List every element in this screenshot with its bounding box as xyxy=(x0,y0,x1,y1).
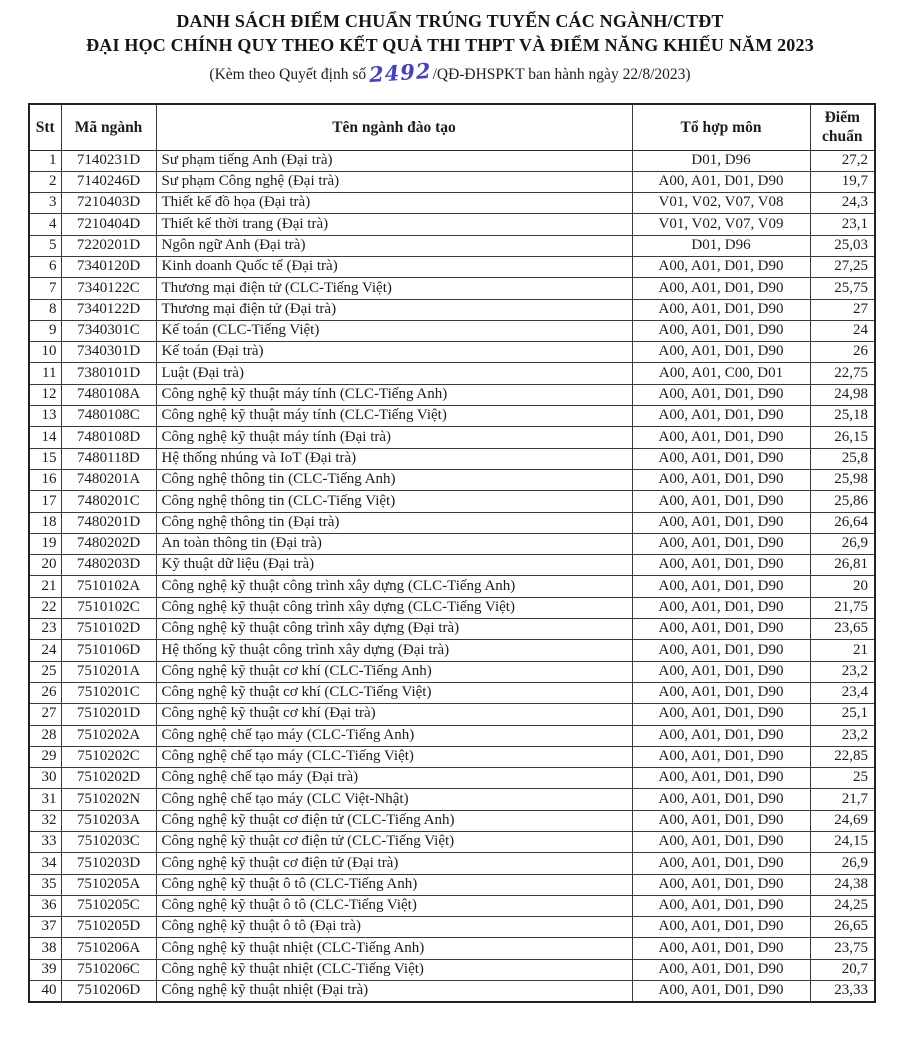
table-row xyxy=(29,789,875,810)
cell-stt: 21 xyxy=(29,576,61,597)
cell-score: 26 xyxy=(810,342,875,363)
cell-score: 25,1 xyxy=(810,704,875,725)
cell-code: 7480108C xyxy=(61,406,156,427)
cell-stt: 33 xyxy=(29,832,61,853)
cell-name: Sư phạm tiếng Anh (Đại trà) xyxy=(156,150,632,171)
cell-stt: 24 xyxy=(29,640,61,661)
cell-name: Luật (Đại trà) xyxy=(156,363,632,384)
cell-score: 24 xyxy=(810,320,875,341)
cell-stt: 11 xyxy=(29,363,61,384)
table-row xyxy=(29,746,875,767)
cell-score: 27,25 xyxy=(810,256,875,277)
cell-code: 7480201A xyxy=(61,469,156,490)
cell-name: Công nghệ kỹ thuật máy tính (CLC-Tiếng Việt) xyxy=(156,406,632,427)
cell-score: 23,4 xyxy=(810,682,875,703)
document-header xyxy=(0,0,900,88)
cell-subjects: V01, V02, V07, V09 xyxy=(632,214,810,235)
cell-code: 7510201C xyxy=(61,682,156,703)
cell-stt: 9 xyxy=(29,320,61,341)
cell-score: 22,75 xyxy=(810,363,875,384)
cell-stt: 31 xyxy=(29,789,61,810)
column-header-stt: Stt xyxy=(29,104,61,150)
cell-subjects: A00, A01, D01, D90 xyxy=(632,661,810,682)
table-row xyxy=(29,768,875,789)
cell-stt: 1 xyxy=(29,150,61,171)
cell-name: Thiết kế thời trang (Đại trà) xyxy=(156,214,632,235)
cell-name: Công nghệ kỹ thuật cơ điện tử (CLC-Tiếng Việt) xyxy=(156,832,632,853)
cell-score: 26,9 xyxy=(810,533,875,554)
cell-subjects: A00, A01, D01, D90 xyxy=(632,342,810,363)
cell-score: 24,98 xyxy=(810,384,875,405)
cell-name: Công nghệ chế tạo máy (CLC-Tiếng Anh) xyxy=(156,725,632,746)
admission-scores-table xyxy=(28,103,876,1003)
table-row xyxy=(29,278,875,299)
cell-stt: 34 xyxy=(29,853,61,874)
table-row xyxy=(29,725,875,746)
cell-name: Công nghệ kỹ thuật cơ điện tử (Đại trà) xyxy=(156,853,632,874)
cell-code: 7480108D xyxy=(61,427,156,448)
cell-score: 25,75 xyxy=(810,278,875,299)
cell-code: 7510205D xyxy=(61,917,156,938)
table-row xyxy=(29,384,875,405)
cell-score: 24,15 xyxy=(810,832,875,853)
table-row xyxy=(29,171,875,192)
table-row xyxy=(29,704,875,725)
cell-code: 7510202D xyxy=(61,768,156,789)
cell-code: 7140231D xyxy=(61,150,156,171)
table-row xyxy=(29,469,875,490)
cell-name: Hệ thống kỹ thuật công trình xây dựng (Đại trà) xyxy=(156,640,632,661)
cell-stt: 27 xyxy=(29,704,61,725)
cell-subjects: A00, A01, D01, D90 xyxy=(632,406,810,427)
cell-score: 25,18 xyxy=(810,406,875,427)
cell-name: Thiết kế đồ họa (Đại trà) xyxy=(156,193,632,214)
cell-code: 7510203C xyxy=(61,832,156,853)
cell-code: 7510102D xyxy=(61,619,156,640)
table-row xyxy=(29,150,875,171)
cell-code: 7480201D xyxy=(61,512,156,533)
cell-subjects: A00, A01, D01, D90 xyxy=(632,619,810,640)
cell-name: Công nghệ chế tạo máy (Đại trà) xyxy=(156,768,632,789)
column-header-score: Điểm chuẩn xyxy=(810,104,875,150)
table-row xyxy=(29,491,875,512)
cell-name: Sư phạm Công nghệ (Đại trà) xyxy=(156,171,632,192)
cell-name: Công nghệ kỹ thuật ô tô (Đại trà) xyxy=(156,917,632,938)
cell-subjects: A00, A01, D01, D90 xyxy=(632,320,810,341)
cell-subjects: A00, A01, D01, D90 xyxy=(632,895,810,916)
cell-name: Kế toán (Đại trà) xyxy=(156,342,632,363)
cell-stt: 19 xyxy=(29,533,61,554)
table-row xyxy=(29,853,875,874)
table-row xyxy=(29,448,875,469)
table-row xyxy=(29,640,875,661)
table-row xyxy=(29,235,875,256)
cell-name: Kinh doanh Quốc tế (Đại trà) xyxy=(156,256,632,277)
cell-stt: 18 xyxy=(29,512,61,533)
column-header-name: Tên ngành đào tạo xyxy=(156,104,632,150)
cell-code: 7510206D xyxy=(61,981,156,1002)
cell-stt: 30 xyxy=(29,768,61,789)
table-row xyxy=(29,406,875,427)
cell-subjects: A00, A01, D01, D90 xyxy=(632,256,810,277)
table-body xyxy=(29,150,875,1002)
subtitle-suffix: /QĐ-ĐHSPKT ban hành ngày 22/8/2023) xyxy=(432,66,691,83)
table-row xyxy=(29,533,875,554)
cell-score: 21,7 xyxy=(810,789,875,810)
cell-code: 7510205C xyxy=(61,895,156,916)
cell-subjects: A00, A01, D01, D90 xyxy=(632,874,810,895)
cell-score: 21 xyxy=(810,640,875,661)
cell-code: 7480201C xyxy=(61,491,156,512)
cell-score: 26,64 xyxy=(810,512,875,533)
column-header-subjects: Tổ hợp môn xyxy=(632,104,810,150)
cell-subjects: A00, A01, D01, D90 xyxy=(632,959,810,980)
cell-name: Công nghệ kỹ thuật máy tính (CLC-Tiếng Anh) xyxy=(156,384,632,405)
cell-stt: 25 xyxy=(29,661,61,682)
cell-subjects: A00, A01, D01, D90 xyxy=(632,469,810,490)
cell-name: Công nghệ kỹ thuật nhiệt (CLC-Tiếng Anh) xyxy=(156,938,632,959)
cell-subjects: A00, A01, D01, D90 xyxy=(632,746,810,767)
cell-subjects: A00, A01, D01, D90 xyxy=(632,938,810,959)
cell-score: 23,65 xyxy=(810,619,875,640)
cell-code: 7510201A xyxy=(61,661,156,682)
cell-name: Công nghệ kỹ thuật cơ khí (Đại trà) xyxy=(156,704,632,725)
cell-code: 7210403D xyxy=(61,193,156,214)
cell-name: Công nghệ thông tin (Đại trà) xyxy=(156,512,632,533)
cell-name: Công nghệ kỹ thuật công trình xây dựng (Đại trà) xyxy=(156,619,632,640)
cell-stt: 26 xyxy=(29,682,61,703)
cell-stt: 5 xyxy=(29,235,61,256)
cell-stt: 2 xyxy=(29,171,61,192)
cell-score: 24,69 xyxy=(810,810,875,831)
cell-stt: 12 xyxy=(29,384,61,405)
table-row xyxy=(29,597,875,618)
cell-subjects: V01, V02, V07, V08 xyxy=(632,193,810,214)
cell-score: 26,65 xyxy=(810,917,875,938)
cell-name: Kế toán (CLC-Tiếng Việt) xyxy=(156,320,632,341)
cell-score: 26,9 xyxy=(810,853,875,874)
table-row xyxy=(29,661,875,682)
cell-stt: 20 xyxy=(29,555,61,576)
cell-code: 7510102C xyxy=(61,597,156,618)
document-title-line2: ĐẠI HỌC CHÍNH QUY THEO KẾT QUẢ THI THPT VÀ ĐIỂM NĂNG KHIẾU NĂM 2023 xyxy=(86,35,814,55)
cell-code: 7510106D xyxy=(61,640,156,661)
table-row xyxy=(29,938,875,959)
cell-score: 27 xyxy=(810,299,875,320)
cell-score: 20,7 xyxy=(810,959,875,980)
cell-code: 7480202D xyxy=(61,533,156,554)
cell-code: 7510205A xyxy=(61,874,156,895)
table-row xyxy=(29,810,875,831)
cell-subjects: A00, A01, D01, D90 xyxy=(632,299,810,320)
cell-subjects: A00, A01, D01, D90 xyxy=(632,427,810,448)
cell-subjects: A00, A01, C00, D01 xyxy=(632,363,810,384)
cell-subjects: D01, D96 xyxy=(632,235,810,256)
cell-stt: 32 xyxy=(29,810,61,831)
cell-code: 7510202A xyxy=(61,725,156,746)
cell-code: 7510203A xyxy=(61,810,156,831)
cell-stt: 15 xyxy=(29,448,61,469)
cell-stt: 10 xyxy=(29,342,61,363)
cell-subjects: D01, D96 xyxy=(632,150,810,171)
cell-score: 24,3 xyxy=(810,193,875,214)
cell-score: 21,75 xyxy=(810,597,875,618)
cell-name: Công nghệ thông tin (CLC-Tiếng Anh) xyxy=(156,469,632,490)
column-header-code: Mã ngành xyxy=(61,104,156,150)
cell-subjects: A00, A01, D01, D90 xyxy=(632,491,810,512)
cell-stt: 38 xyxy=(29,938,61,959)
cell-score: 27,2 xyxy=(810,150,875,171)
cell-stt: 28 xyxy=(29,725,61,746)
table-row xyxy=(29,342,875,363)
cell-score: 23,1 xyxy=(810,214,875,235)
cell-subjects: A00, A01, D01, D90 xyxy=(632,576,810,597)
handwritten-decision-number: 2492 xyxy=(368,57,433,88)
cell-stt: 16 xyxy=(29,469,61,490)
cell-subjects: A00, A01, D01, D90 xyxy=(632,789,810,810)
table-row xyxy=(29,363,875,384)
cell-stt: 8 xyxy=(29,299,61,320)
cell-subjects: A00, A01, D01, D90 xyxy=(632,832,810,853)
cell-score: 25,98 xyxy=(810,469,875,490)
table-row xyxy=(29,427,875,448)
cell-stt: 23 xyxy=(29,619,61,640)
cell-code: 7510102A xyxy=(61,576,156,597)
table-row xyxy=(29,619,875,640)
cell-subjects: A00, A01, D01, D90 xyxy=(632,640,810,661)
cell-stt: 6 xyxy=(29,256,61,277)
cell-code: 7510201D xyxy=(61,704,156,725)
cell-score: 19,7 xyxy=(810,171,875,192)
cell-code: 7510202C xyxy=(61,746,156,767)
table-row xyxy=(29,193,875,214)
cell-code: 7340122C xyxy=(61,278,156,299)
cell-name: Công nghệ kỹ thuật nhiệt (CLC-Tiếng Việt) xyxy=(156,959,632,980)
cell-subjects: A00, A01, D01, D90 xyxy=(632,555,810,576)
table-header xyxy=(29,104,875,150)
cell-name: Ngôn ngữ Anh (Đại trà) xyxy=(156,235,632,256)
cell-score: 25 xyxy=(810,768,875,789)
cell-stt: 22 xyxy=(29,597,61,618)
cell-score: 23,2 xyxy=(810,725,875,746)
cell-name: An toàn thông tin (Đại trà) xyxy=(156,533,632,554)
cell-code: 7340122D xyxy=(61,299,156,320)
cell-stt: 7 xyxy=(29,278,61,299)
table-row xyxy=(29,917,875,938)
cell-subjects: A00, A01, D01, D90 xyxy=(632,512,810,533)
cell-name: Thương mại điện tử (Đại trà) xyxy=(156,299,632,320)
table-row xyxy=(29,214,875,235)
table-row xyxy=(29,895,875,916)
cell-score: 25,03 xyxy=(810,235,875,256)
cell-code: 7510202N xyxy=(61,789,156,810)
table-row xyxy=(29,981,875,1002)
cell-subjects: A00, A01, D01, D90 xyxy=(632,704,810,725)
cell-name: Công nghệ kỹ thuật ô tô (CLC-Tiếng Việt) xyxy=(156,895,632,916)
cell-code: 7510206A xyxy=(61,938,156,959)
cell-name: Thương mại điện tử (CLC-Tiếng Việt) xyxy=(156,278,632,299)
cell-name: Công nghệ chế tạo máy (CLC-Tiếng Việt) xyxy=(156,746,632,767)
cell-score: 23,2 xyxy=(810,661,875,682)
cell-subjects: A00, A01, D01, D90 xyxy=(632,917,810,938)
cell-name: Công nghệ kỹ thuật công trình xây dựng (CLC-Tiếng Việt) xyxy=(156,597,632,618)
document-title-line1: DANH SÁCH ĐIỂM CHUẨN TRÚNG TUYỂN CÁC NGÀNH/CTĐT xyxy=(176,11,724,31)
cell-subjects: A00, A01, D01, D90 xyxy=(632,597,810,618)
cell-score: 24,38 xyxy=(810,874,875,895)
table-header-row xyxy=(29,104,875,150)
cell-code: 7480118D xyxy=(61,448,156,469)
cell-stt: 14 xyxy=(29,427,61,448)
cell-code: 7210404D xyxy=(61,214,156,235)
cell-code: 7480203D xyxy=(61,555,156,576)
cell-name: Hệ thống nhúng và IoT (Đại trà) xyxy=(156,448,632,469)
table-row xyxy=(29,682,875,703)
cell-stt: 36 xyxy=(29,895,61,916)
table-row xyxy=(29,512,875,533)
table-row xyxy=(29,320,875,341)
table-row xyxy=(29,832,875,853)
cell-score: 23,33 xyxy=(810,981,875,1002)
cell-name: Công nghệ thông tin (CLC-Tiếng Việt) xyxy=(156,491,632,512)
cell-subjects: A00, A01, D01, D90 xyxy=(632,981,810,1002)
cell-code: 7510206C xyxy=(61,959,156,980)
cell-stt: 3 xyxy=(29,193,61,214)
cell-stt: 29 xyxy=(29,746,61,767)
cell-code: 7340301C xyxy=(61,320,156,341)
cell-code: 7220201D xyxy=(61,235,156,256)
document-subtitle xyxy=(0,59,900,88)
cell-score: 22,85 xyxy=(810,746,875,767)
cell-code: 7340301D xyxy=(61,342,156,363)
cell-code: 7340120D xyxy=(61,256,156,277)
table-row xyxy=(29,959,875,980)
cell-stt: 35 xyxy=(29,874,61,895)
cell-subjects: A00, A01, D01, D90 xyxy=(632,725,810,746)
cell-name: Công nghệ kỹ thuật công trình xây dựng (CLC-Tiếng Anh) xyxy=(156,576,632,597)
cell-code: 7140246D xyxy=(61,171,156,192)
cell-stt: 13 xyxy=(29,406,61,427)
cell-subjects: A00, A01, D01, D90 xyxy=(632,278,810,299)
cell-stt: 39 xyxy=(29,959,61,980)
cell-subjects: A00, A01, D01, D90 xyxy=(632,384,810,405)
cell-name: Công nghệ kỹ thuật ô tô (CLC-Tiếng Anh) xyxy=(156,874,632,895)
cell-code: 7380101D xyxy=(61,363,156,384)
table-row xyxy=(29,555,875,576)
cell-subjects: A00, A01, D01, D90 xyxy=(632,682,810,703)
table-row xyxy=(29,576,875,597)
cell-stt: 37 xyxy=(29,917,61,938)
cell-score: 20 xyxy=(810,576,875,597)
cell-name: Công nghệ kỹ thuật cơ khí (CLC-Tiếng Việt) xyxy=(156,682,632,703)
cell-name: Công nghệ chế tạo máy (CLC Việt-Nhật) xyxy=(156,789,632,810)
cell-stt: 40 xyxy=(29,981,61,1002)
cell-name: Công nghệ kỹ thuật cơ khí (CLC-Tiếng Anh) xyxy=(156,661,632,682)
cell-subjects: A00, A01, D01, D90 xyxy=(632,171,810,192)
cell-subjects: A00, A01, D01, D90 xyxy=(632,533,810,554)
cell-score: 24,25 xyxy=(810,895,875,916)
cell-subjects: A00, A01, D01, D90 xyxy=(632,853,810,874)
cell-subjects: A00, A01, D01, D90 xyxy=(632,768,810,789)
cell-score: 25,86 xyxy=(810,491,875,512)
cell-code: 7480108A xyxy=(61,384,156,405)
cell-stt: 17 xyxy=(29,491,61,512)
cell-score: 23,75 xyxy=(810,938,875,959)
cell-score: 26,15 xyxy=(810,427,875,448)
cell-name: Công nghệ kỹ thuật nhiệt (Đại trà) xyxy=(156,981,632,1002)
cell-subjects: A00, A01, D01, D90 xyxy=(632,810,810,831)
cell-name: Công nghệ kỹ thuật cơ điện tử (CLC-Tiếng Anh) xyxy=(156,810,632,831)
cell-stt: 4 xyxy=(29,214,61,235)
table-row xyxy=(29,256,875,277)
cell-name: Kỹ thuật dữ liệu (Đại trà) xyxy=(156,555,632,576)
cell-code: 7510203D xyxy=(61,853,156,874)
cell-score: 26,81 xyxy=(810,555,875,576)
cell-score: 25,8 xyxy=(810,448,875,469)
table-row xyxy=(29,299,875,320)
subtitle-prefix: (Kèm theo Quyết định số xyxy=(209,66,367,83)
cell-subjects: A00, A01, D01, D90 xyxy=(632,448,810,469)
cell-name: Công nghệ kỹ thuật máy tính (Đại trà) xyxy=(156,427,632,448)
table-row xyxy=(29,874,875,895)
